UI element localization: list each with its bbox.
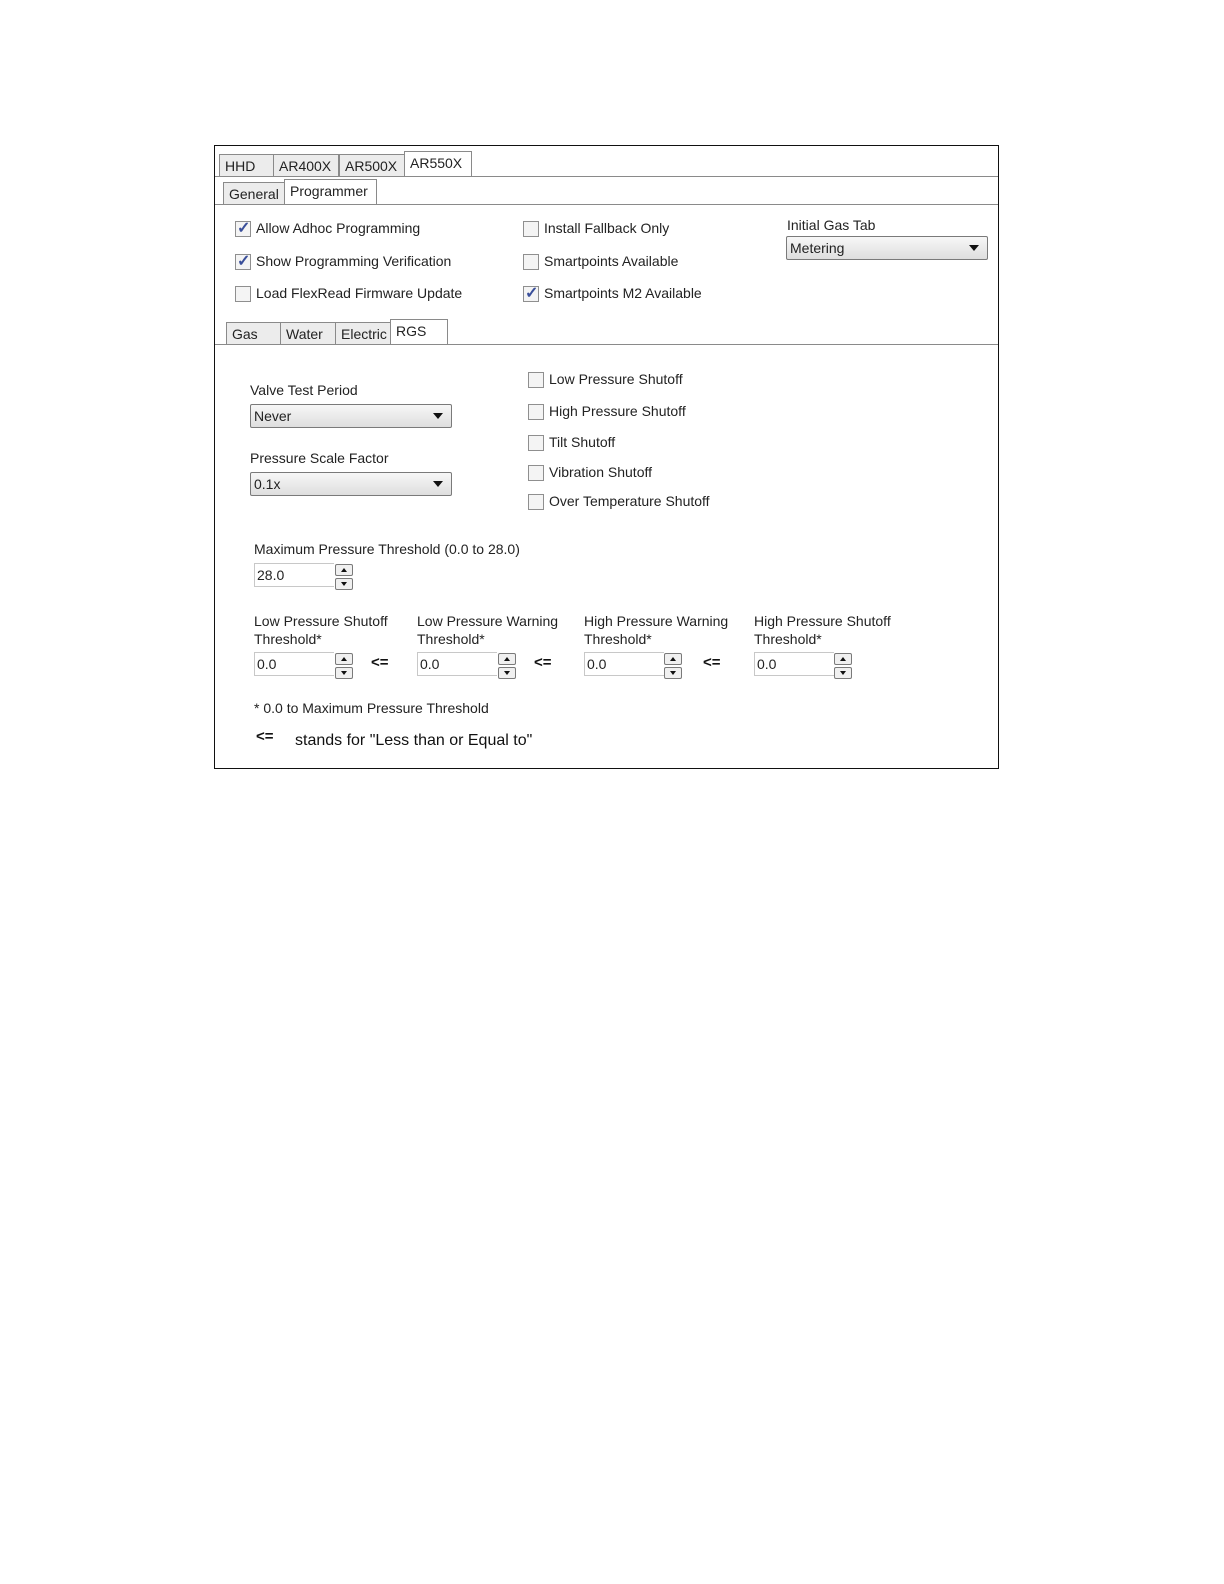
tab-programmer[interactable]: Programmer xyxy=(284,179,377,204)
device-tab-row xyxy=(215,153,998,177)
tilt-shutoff-checkbox[interactable] xyxy=(528,435,544,451)
arrow-down-icon xyxy=(341,582,347,586)
smartpoints-m2-label: Smartpoints M2 Available xyxy=(544,285,702,301)
spin-down-button[interactable] xyxy=(498,667,516,679)
show-verification-label: Show Programming Verification xyxy=(256,253,452,269)
low-pressure-shutoff-label: Low Pressure Shutoff xyxy=(549,371,683,387)
high-pressure-warning-threshold-input[interactable]: 0.0 xyxy=(584,652,664,676)
arrow-down-icon xyxy=(341,671,347,675)
checkmark-icon: ✓ xyxy=(237,253,251,270)
tab-ar550x[interactable]: AR550X xyxy=(404,151,472,176)
threshold-footnote: * 0.0 to Maximum Pressure Threshold xyxy=(254,700,489,716)
tab-ar400x[interactable]: AR400X xyxy=(273,154,339,176)
smartpoints-m2-checkbox[interactable] xyxy=(523,286,539,302)
valve-test-period-label: Valve Test Period xyxy=(250,382,358,398)
max-pressure-threshold-label: Maximum Pressure Threshold (0.0 to 28.0) xyxy=(254,541,520,557)
pressure-scale-factor-value: 0.1x xyxy=(254,476,281,492)
tab-general[interactable]: General xyxy=(223,182,285,204)
initial-gas-tab-label: Initial Gas Tab xyxy=(787,217,876,233)
checkmark-icon: ✓ xyxy=(525,285,539,302)
tilt-shutoff-label: Tilt Shutoff xyxy=(549,434,616,450)
max-pressure-threshold-input[interactable]: 28.0 xyxy=(254,563,334,587)
high-pressure-shutoff-threshold-label-2: Threshold* xyxy=(754,631,822,647)
legend-text: stands for "Less than or Equal to" xyxy=(295,732,533,749)
spin-up-button[interactable] xyxy=(664,653,682,665)
over-temperature-shutoff-checkbox[interactable] xyxy=(528,494,544,510)
low-pressure-warning-threshold-input[interactable]: 0.0 xyxy=(417,652,497,676)
low-pressure-warning-threshold-label-2: Threshold* xyxy=(417,631,485,647)
over-temperature-shutoff-label: Over Temperature Shutoff xyxy=(549,493,710,509)
section-tab-row xyxy=(215,181,998,205)
less-equal-symbol: <= xyxy=(371,654,389,671)
smartpoints-checkbox[interactable] xyxy=(523,254,539,270)
low-pressure-warning-threshold-label-1: Low Pressure Warning xyxy=(417,613,559,629)
high-pressure-warning-threshold-spinner[interactable] xyxy=(664,653,682,679)
arrow-up-icon xyxy=(504,657,510,661)
high-pressure-shutoff-threshold-spinner[interactable] xyxy=(834,653,852,679)
load-flexread-checkbox[interactable] xyxy=(235,286,251,302)
low-pressure-shutoff-threshold-spinner[interactable] xyxy=(335,653,353,679)
tab-gas[interactable]: Gas xyxy=(226,322,281,344)
load-flexread-label: Load FlexRead Firmware Update xyxy=(256,285,463,301)
spin-down-button[interactable] xyxy=(335,578,353,590)
initial-gas-tab-value: Metering xyxy=(790,240,845,256)
max-pressure-threshold-spinner[interactable] xyxy=(335,564,353,590)
vibration-shutoff-checkbox[interactable] xyxy=(528,465,544,481)
low-pressure-shutoff-threshold-label-1: Low Pressure Shutoff xyxy=(254,613,388,629)
arrow-up-icon xyxy=(670,657,676,661)
high-pressure-warning-threshold-label-2: Threshold* xyxy=(584,631,652,647)
arrow-down-icon xyxy=(840,671,846,675)
show-verification-checkbox[interactable] xyxy=(235,254,251,270)
high-pressure-shutoff-label: High Pressure Shutoff xyxy=(549,403,686,419)
chevron-down-icon xyxy=(433,413,443,419)
chevron-down-icon xyxy=(433,481,443,487)
high-pressure-shutoff-threshold-label-1: High Pressure Shutoff xyxy=(754,613,891,629)
install-fallback-checkbox[interactable] xyxy=(523,221,539,237)
valve-test-period-dropdown[interactable] xyxy=(250,404,452,428)
arrow-up-icon xyxy=(341,657,347,661)
valve-test-period-value: Never xyxy=(254,408,292,424)
low-pressure-shutoff-threshold-label-2: Threshold* xyxy=(254,631,322,647)
spin-up-button[interactable] xyxy=(834,653,852,665)
utility-tab-row xyxy=(215,322,998,345)
allow-adhoc-checkbox[interactable] xyxy=(235,221,251,237)
less-equal-symbol: <= xyxy=(534,654,552,671)
checkmark-icon: ✓ xyxy=(237,220,251,237)
vibration-shutoff-label: Vibration Shutoff xyxy=(549,464,653,480)
less-equal-symbol: <= xyxy=(703,654,721,671)
legend-symbol: <= xyxy=(256,728,274,745)
tab-ar500x[interactable]: AR500X xyxy=(339,154,405,176)
chevron-down-icon xyxy=(969,245,979,251)
low-pressure-warning-threshold-spinner[interactable] xyxy=(498,653,516,679)
spin-down-button[interactable] xyxy=(664,667,682,679)
tab-rgs[interactable]: RGS xyxy=(390,319,448,344)
tab-water[interactable]: Water xyxy=(280,322,336,344)
pressure-scale-factor-label: Pressure Scale Factor xyxy=(250,450,389,466)
allow-adhoc-label: Allow Adhoc Programming xyxy=(256,220,421,236)
spin-up-button[interactable] xyxy=(335,564,353,576)
high-pressure-shutoff-checkbox[interactable] xyxy=(528,404,544,420)
initial-gas-tab-dropdown[interactable] xyxy=(786,236,988,260)
high-pressure-shutoff-threshold-input[interactable]: 0.0 xyxy=(754,652,834,676)
low-pressure-shutoff-threshold-input[interactable]: 0.0 xyxy=(254,652,334,676)
install-fallback-label: Install Fallback Only xyxy=(544,220,670,236)
arrow-up-icon xyxy=(840,657,846,661)
pressure-scale-factor-dropdown[interactable] xyxy=(250,472,452,496)
spin-down-button[interactable] xyxy=(335,667,353,679)
spin-up-button[interactable] xyxy=(498,653,516,665)
tab-hhd[interactable]: HHD xyxy=(219,154,274,176)
arrow-down-icon xyxy=(504,671,510,675)
arrow-down-icon xyxy=(670,671,676,675)
spin-up-button[interactable] xyxy=(335,653,353,665)
high-pressure-warning-threshold-label-1: High Pressure Warning xyxy=(584,613,729,629)
tab-electric[interactable]: Electric xyxy=(335,322,391,344)
spin-down-button[interactable] xyxy=(834,667,852,679)
settings-window xyxy=(214,145,999,769)
smartpoints-label: Smartpoints Available xyxy=(544,253,679,269)
arrow-up-icon xyxy=(341,568,347,572)
low-pressure-shutoff-checkbox[interactable] xyxy=(528,372,544,388)
